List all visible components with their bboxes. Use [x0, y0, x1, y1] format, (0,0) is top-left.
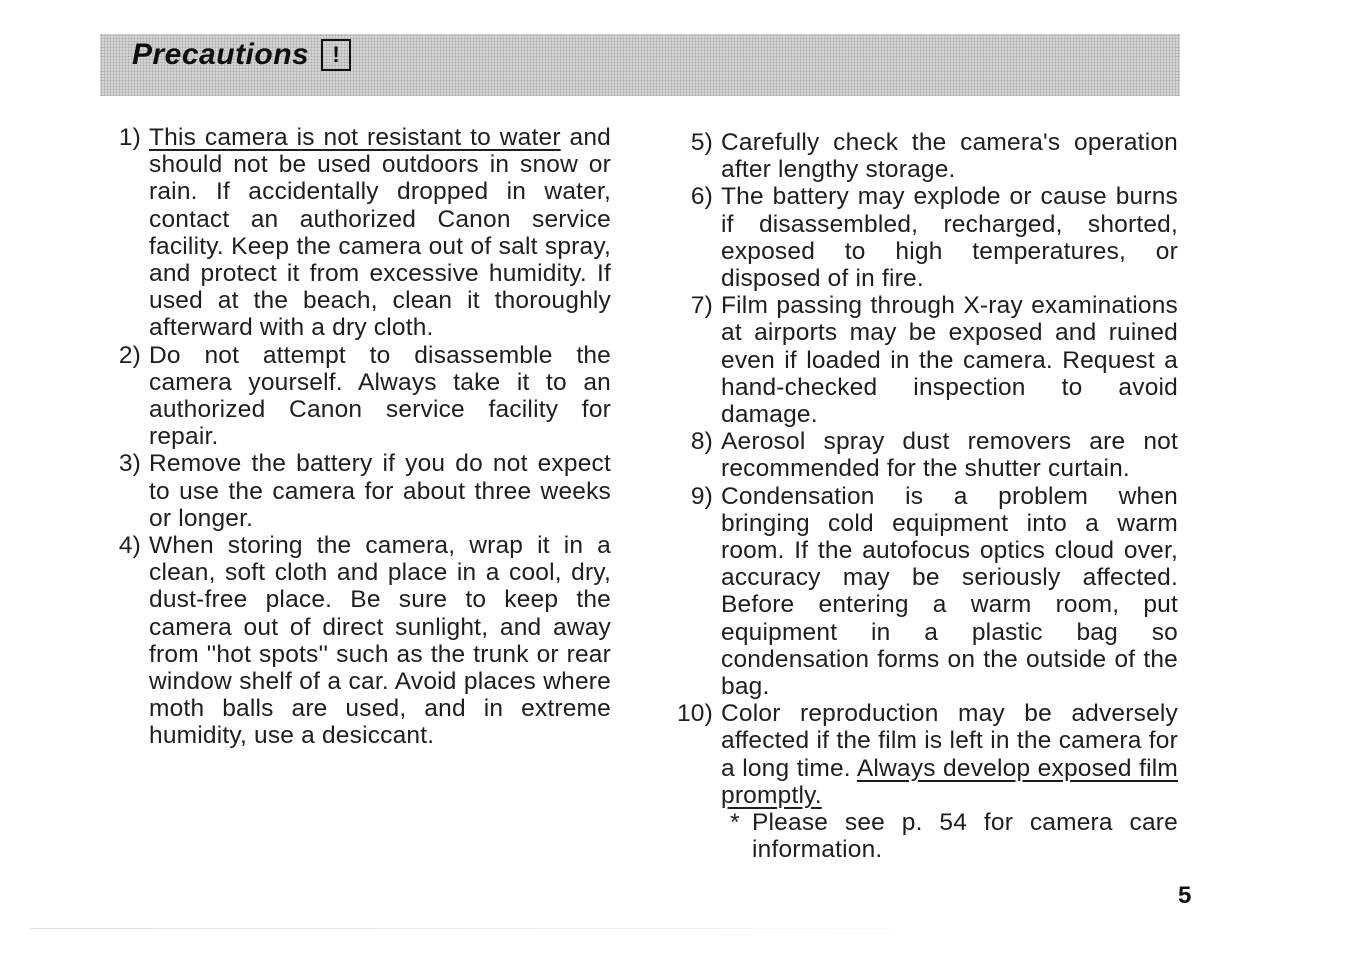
- item-number: 1): [118, 124, 141, 151]
- item-number: 5): [690, 129, 713, 156]
- right-column: [670, 129, 1178, 863]
- item-text: Remove the battery if you do not expect to use the camera for about three weeks or longer.: [149, 450, 611, 532]
- note-text: Please see p. 54 for camera care information.: [752, 809, 1178, 864]
- precaution-item-6: [670, 183, 1178, 292]
- section-title: [132, 38, 351, 72]
- item-number: 2): [118, 341, 141, 369]
- title-text: Precautions: [132, 38, 310, 71]
- page-number: 5: [1178, 882, 1192, 909]
- item-number: 8): [690, 428, 713, 456]
- item-text: Condensation is a problem when bringing cold equipment into a warm room. If the autofocus optics cloud over, accuracy may be seriously affected. Before entering a warm room, put equipment in a plastic bag so condensation forms on the outside of the bag.: [721, 482, 1178, 701]
- precaution-item-4: [114, 532, 611, 750]
- scan-edge-line: [30, 928, 890, 929]
- item-text: This camera is not resistant to water and should not be used outdoors in snow or rain. If accidentally dropped in water, contact an authorized Canon service facility. Keep the camera out of salt spray, and protect it from excessive humidity. If used at the beach, clean it thoroughly afterward with a dry cloth.: [149, 124, 611, 342]
- item-number: 9): [690, 482, 713, 510]
- precaution-item-1: [114, 124, 611, 342]
- underlined-warning: Always develop exposed film promptly.: [721, 754, 1178, 809]
- precaution-item-2: [114, 342, 611, 451]
- precaution-item-3: [114, 450, 611, 532]
- item-number: 6): [690, 183, 713, 211]
- precaution-item-9: [670, 483, 1178, 701]
- care-info-note: [730, 809, 1178, 863]
- item-text: Aerosol spray dust removers are not recommended for the shutter curtain.: [721, 428, 1178, 483]
- item-text: The battery may explode or cause burns if disassembled, recharged, shorted, exposed to high temperatures, or disposed of in fire.: [721, 183, 1178, 293]
- item-text: Do not attempt to disassemble the camera yourself. Always take it to an authorized Canon service facility for repair.: [149, 341, 611, 451]
- item-text: Film passing through X-ray examinations at airports may be exposed and ruined even if loaded in the camera. Request a hand-checked inspection to avoid damage.: [721, 292, 1178, 429]
- precaution-item-5: [670, 129, 1178, 183]
- asterisk-marker: *: [730, 809, 740, 837]
- item-text: Carefully check the camera's operation after lengthy storage.: [721, 129, 1178, 184]
- left-column: [114, 124, 611, 750]
- underlined-warning: This camera is not resistant to water: [149, 124, 561, 151]
- item-number: 7): [690, 292, 713, 320]
- item-text: When storing the camera, wrap it in a clean, soft cloth and place in a cool, dry, dust-free place. Be sure to keep the camera out of direct sunlight, and away from ''hot spots'' such as the trunk or rear window shelf of a car. Avoid places where moth balls are used, and in extreme humidity, use a desiccant.: [149, 532, 611, 750]
- precaution-item-10: [670, 700, 1178, 809]
- item-number: 3): [118, 450, 141, 478]
- warning-icon: !: [321, 39, 351, 71]
- item-number: 4): [118, 532, 141, 560]
- item-text: Color reproduction may be adversely affected if the film is left in the camera for a long time. Always develop exposed film promptly.: [721, 700, 1178, 809]
- item-number: 10): [676, 700, 713, 728]
- precaution-item-8: [670, 428, 1178, 482]
- precaution-item-7: [670, 292, 1178, 428]
